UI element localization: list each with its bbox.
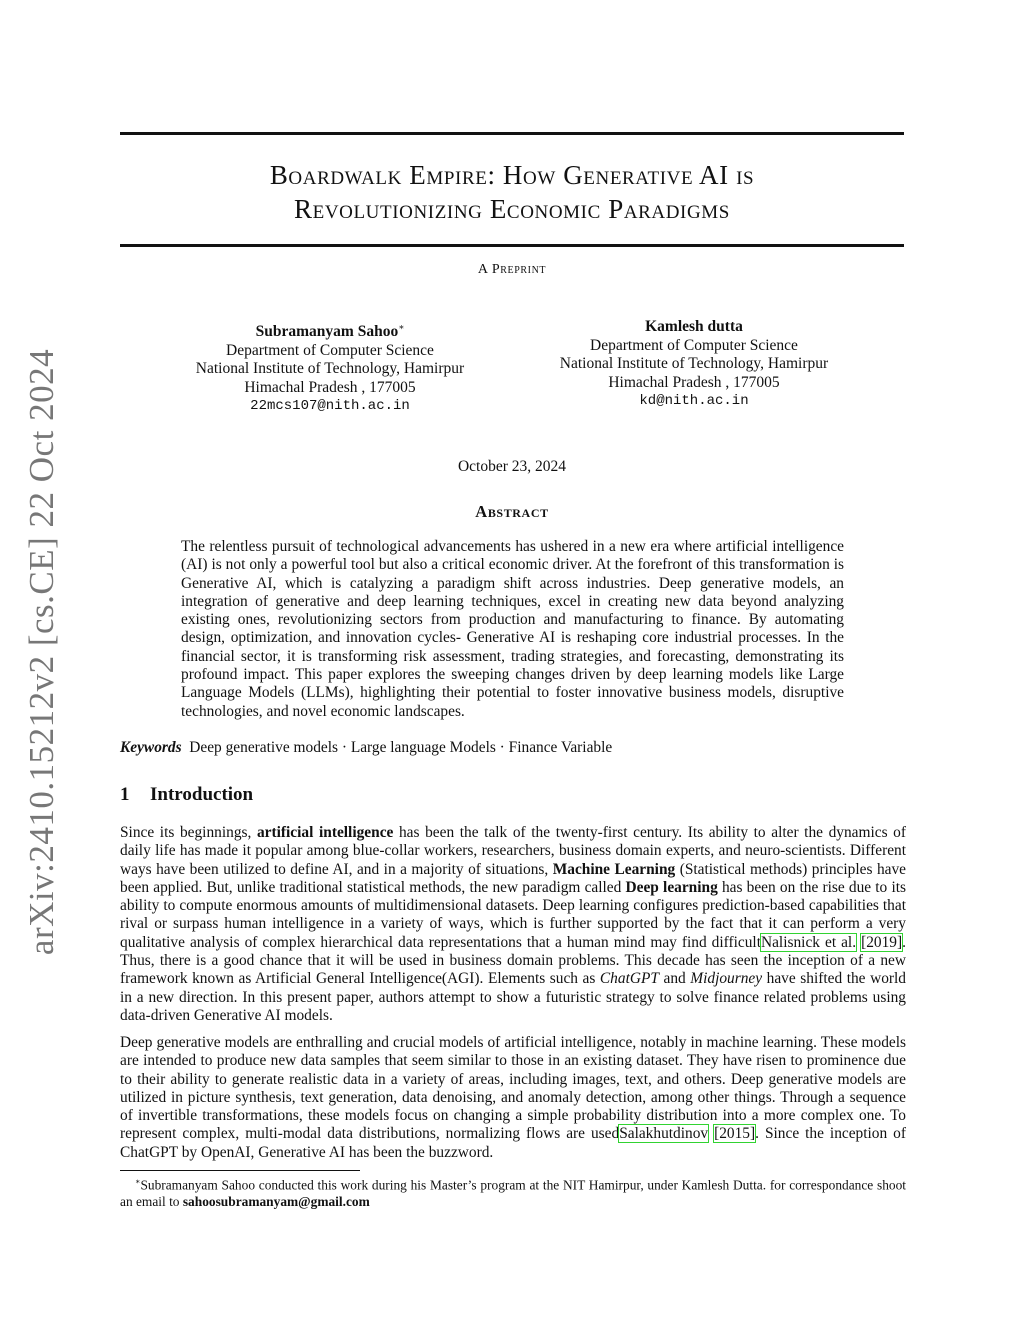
author-department: Department of Computer Science (226, 341, 434, 359)
footnote: ∗Subramanyam Sahoo conducted this work during his Master’s program at the NIT Hamirpur, under Kamlesh Dutta. for correspondance shoot an email to sahoosubramanyam@gmail.com (120, 1177, 906, 1209)
arxiv-identifier: arXiv:2410.15212v2 [cs.CE] 22 Oct 2024 (22, 348, 61, 956)
footnote-marker: ∗ (135, 1177, 141, 1186)
section-heading (120, 784, 253, 806)
bold-term: artificial intelligence (256, 824, 394, 841)
keywords-text: Deep generative models · Large language Models · Finance Variable (189, 739, 613, 756)
author-location: Himachal Pradesh , 177005 (608, 373, 780, 391)
intro-paragraph-2: Deep generative models are enthralling and crucial models of artificial intelligence, notably in machine learning. These models are intended to produce new data samples that seem similar to those in an existing dataset. They have risen to prominence due to their ability to generate realistic data in a variety of areas, including images, text, and others. Deep generative models are utilized in picture synthesis, text generation, data denoising, and anomaly detection, among other things. Through a sequence of invertible transformations, these models focus on changing a simple probability distribution into a more complex one. To represent complex, multi-modal data distributions, normalizing flows are usedSalakhutdinov [2015]. Since the inception of ChatGPT by OpenAI, Generative AI has been the buzzword. (120, 1034, 906, 1161)
title-line-2: Revolutionizing Economic Paradigms (294, 194, 730, 224)
footnote-rule (120, 1170, 360, 1171)
title-bottom-rule (120, 244, 904, 247)
author-location: Himachal Pradesh , 177005 (244, 378, 416, 396)
author-email[interactable]: 22mcs107@nith.ac.in (250, 398, 410, 415)
bold-term: Deep learning (625, 878, 718, 896)
citation-year-link[interactable]: [2019] (861, 933, 903, 951)
title-line-1: Boardwalk Empire: How Generative AI is (269, 160, 755, 190)
abstract-text: The relentless pursuit of technological advancements has ushered in a new era where artificial intelligence (AI) is not only a powerful tool but also a critical economic driver. At the forefront of this transformation is Generative AI, which is catalyzing a paradigm shift across industries. Deep generative models, an integration of generative and deep learning techniques, excel in creating new data beyond analyzing existing ones, revolutionizing sectors from production and manufacturing to finance. By automating design, optimization, and innovation cycles- Generative AI is reshaping core industrial processes. In the financial sector, it is transforming risk assessment, trading strategies, and forecasting, demonstrating its profound impact. This paper explores the sweeping changes driven by deep learning models like Large Language Models (LLMs), highlighting their potential to foster innovative business models, disruptive technologies, and novel economic landscapes. (181, 538, 844, 720)
intro-paragraph-1: Since its beginnings, artificial intelligence has been the talk of the twenty-first century. Its ability to alter the dynamics of daily life has made it popular among blue-collar workers, researchers, business domain experts, and neuro-scientists. Different ways have been utilized to define AI, and in a majority of situations, Machine Learning (Statistical methods) principles have been applied. But, unlike traditional statistical methods, the new paradigm called Deep learning has been on the rise due to its ability to compute enormous amounts of multidimensional datasets. Deep learning configures prediction-based capabilities that rival or surpass human intelligence in a variety of ways, which is further supported by the fact that it can perform a very qualitative analysis of complex hierarchical data representations that a human mind may find difficultNalisnick et al. [2019]. Thus, there is a good chance that it will be used in business domain problems. This decade has seen the inception of a new framework known as Artificial General Intelligence(AGI). Elements such as ChatGPT and Midjourney have shifted the world in a new direction. In this present paper, authors attempt to show a futuristic strategy to solve finance related problems using data-driven Generative AI models. (120, 824, 907, 1024)
author-email[interactable]: kd@nith.ac.in (639, 393, 749, 409)
author-institution: National Institute of Technology, Hamirpur (559, 355, 829, 372)
author-block-1 (180, 318, 480, 416)
abstract-heading: Abstract (475, 502, 549, 521)
author-name: Kamlesh dutta (645, 318, 743, 335)
paper-title (120, 158, 904, 226)
italic-term: Midjourney (690, 970, 763, 988)
author-institution: National Institute of Technology, Hamirpur (195, 360, 465, 378)
italic-term: ChatGPT (599, 970, 659, 988)
footnote-email[interactable]: sahoosubramanyam@gmail.com (182, 1193, 370, 1209)
keywords-line (120, 739, 904, 757)
paper-date: October 23, 2024 (457, 458, 567, 475)
citation-link[interactable]: Salakhutdinov (619, 1125, 709, 1143)
author-name: Subramanyam Sahoo∗ (255, 322, 405, 341)
section-number: 1 (120, 784, 130, 805)
preprint-label: A Preprint (477, 262, 547, 277)
author-department: Department of Computer Science (590, 336, 798, 354)
author-block-2 (544, 318, 844, 411)
citation-year-link[interactable]: [2015] (714, 1125, 756, 1143)
citation-link[interactable]: Nalisnick et al. (760, 933, 857, 951)
bold-term: Machine Learning (552, 860, 676, 878)
section-title: Introduction (150, 784, 254, 805)
title-top-rule (120, 132, 904, 135)
keywords-label: Keywords (120, 739, 182, 756)
footnote-marker: ∗ (398, 322, 405, 332)
